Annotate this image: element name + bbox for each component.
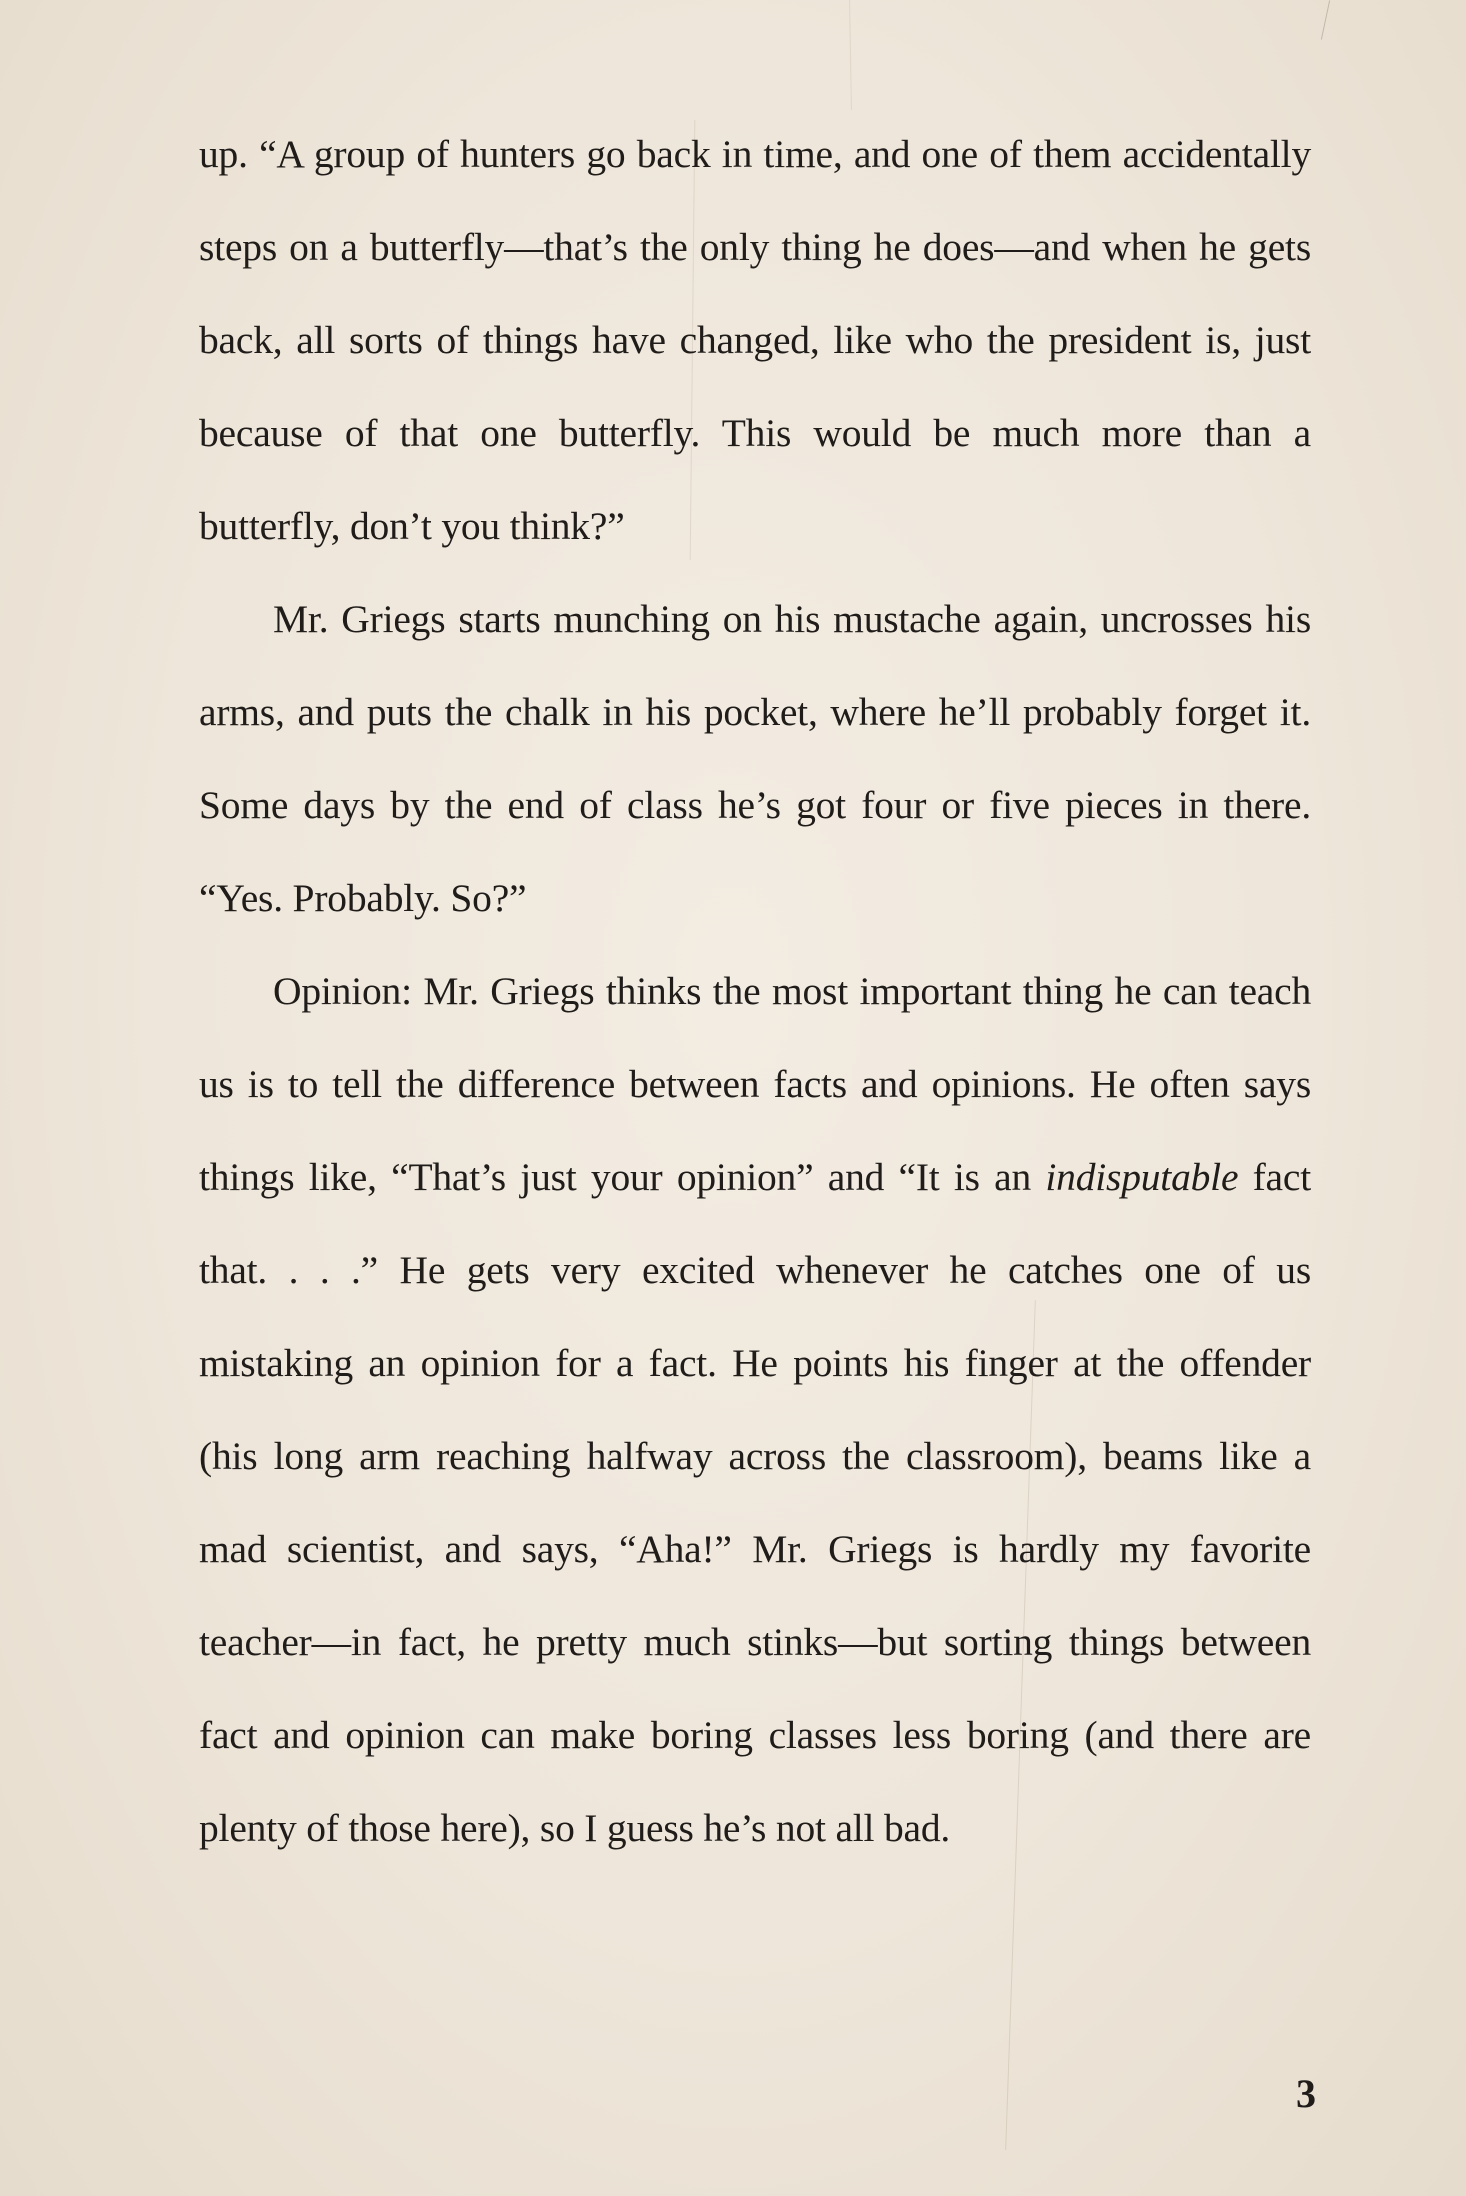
paragraph-2: Mr. Griegs starts munching on his mustache again, uncrosses his arms, and puts the chalk in his pocket, where he’ll probably forget it. Some days by the end of class he’s got four or five pieces in there. “Yes. Probably. So?” [199, 597, 1311, 920]
paragraph-3-part-1: Opinion: Mr. Griegs thinks the most important thing he can teach us is to tell the difference between facts and opinions. He often says things like, “That’s just your opinion” and “It is an [199, 969, 1311, 1199]
italic-word: indisputable [1045, 1155, 1239, 1199]
paragraph-1: up. “A group of hunters go back in time, and one of them accidentally steps on a butterfly—that’s the only thing he does—and when he gets back, all sorts of things have changed, like who the president is, just because of that one butterfly. This would be much more than a butterfly, don’t you think?” [199, 132, 1311, 548]
paragraph-3 [199, 945, 1311, 1875]
page-number: 3 [1296, 2071, 1316, 2116]
body-text [199, 108, 1311, 1875]
paragraph-3-part-2: fact that. . . .” He gets very excited whenever he catches one of us mistaking an opinion for a fact. He points his finger at the offender (his long arm reaching halfway across the classroom), beams like a mad scientist, and says, “Aha!” Mr. Griegs is hardly my favorite teacher—in fact, he pretty much stinks—but sorting things between fact and opinion can make boring classes less boring (and there are plenty of those here), so I guess he’s not all bad. [199, 1155, 1311, 1850]
paper-crease [849, 0, 852, 110]
paper-crease [1321, 0, 1330, 39]
